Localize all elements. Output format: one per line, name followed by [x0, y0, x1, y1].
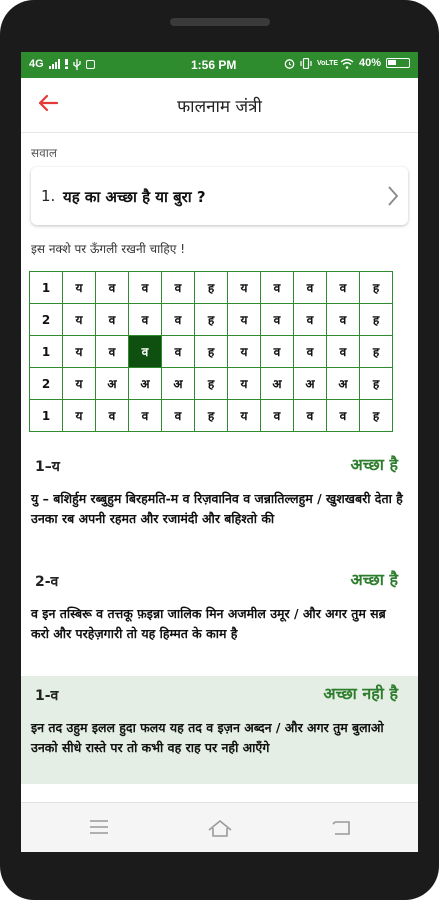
chevron-right-icon [386, 185, 400, 207]
grid-cell[interactable]: व [294, 400, 327, 432]
grid-cell[interactable]: व [294, 272, 327, 304]
grid-cell[interactable]: य [228, 272, 261, 304]
grid-cell[interactable]: य [228, 400, 261, 432]
grid-row [30, 368, 393, 400]
grid-cell[interactable]: व [162, 400, 195, 432]
grid-cell[interactable]: ह [360, 368, 393, 400]
grid-row [30, 400, 393, 432]
grid-cell[interactable]: व [162, 336, 195, 368]
status-time: 1:56 PM [191, 58, 237, 72]
grid-cell[interactable]: य [63, 400, 96, 432]
result-item-selected [21, 676, 418, 784]
signal-icon [49, 59, 60, 69]
battery-icon [386, 58, 410, 68]
grid-cell[interactable]: ह [360, 400, 393, 432]
grid-cell[interactable]: 1 [30, 336, 63, 368]
result-key: 1–य [35, 459, 60, 475]
result-item [21, 562, 418, 674]
result-item [21, 447, 418, 559]
grid-cell[interactable]: व [294, 304, 327, 336]
navigation-bar [21, 802, 418, 852]
grid-cell[interactable]: ह [360, 336, 393, 368]
grid-cell[interactable]: अ [96, 368, 129, 400]
grid-cell[interactable]: व [129, 304, 162, 336]
question-text: यह का अच्छा है या बुरा ? [63, 188, 206, 206]
grid-cell[interactable]: य [63, 336, 96, 368]
vibrate-icon [300, 58, 312, 69]
grid-cell[interactable]: 1 [30, 272, 63, 304]
result-text: व इन तस्बिरू व तत्तकू फ़इन्ना जालिक मिन अजमील उमूर / और अगर तुम सब्र करो और परहेज़गारी तो यह हिम्मत के काम है [31, 606, 386, 641]
screen [21, 52, 418, 852]
question-label: सवाल [31, 146, 58, 160]
grid-row [30, 336, 393, 368]
grid-cell-selected[interactable]: व [129, 336, 162, 368]
grid-cell[interactable]: अ [261, 368, 294, 400]
instruction-text: इस नक्शे पर ऊँगली रखनी चाहिए ! [31, 242, 185, 256]
result-key: 2-व [35, 574, 59, 590]
result-verdict: अच्छा है [350, 455, 398, 474]
grid-cell[interactable]: व [327, 272, 360, 304]
grid-cell[interactable]: य [63, 272, 96, 304]
home-icon[interactable] [207, 819, 233, 837]
grid-cell[interactable]: व [261, 336, 294, 368]
grid-row [30, 304, 393, 336]
grid-cell[interactable]: य [228, 304, 261, 336]
alarm-icon [284, 58, 295, 69]
grid-row [30, 272, 393, 304]
grid-cell[interactable]: व [294, 336, 327, 368]
grid-cell[interactable]: ह [195, 336, 228, 368]
grid-cell[interactable]: 1 [30, 400, 63, 432]
back-icon[interactable] [331, 819, 353, 837]
speaker-grille [170, 18, 270, 26]
grid-cell[interactable]: व [96, 272, 129, 304]
usb-icon [73, 59, 81, 70]
grid-cell[interactable]: य [63, 368, 96, 400]
grid-cell[interactable]: व [162, 304, 195, 336]
volte-label: VoLTE [316, 59, 339, 67]
grid-cell[interactable]: ह [195, 400, 228, 432]
grid-cell[interactable]: ह [360, 304, 393, 336]
letter-grid [29, 271, 393, 432]
grid-cell[interactable]: अ [327, 368, 360, 400]
grid-cell[interactable]: व [261, 400, 294, 432]
grid-cell[interactable]: व [327, 336, 360, 368]
status-left [29, 58, 95, 70]
status-bar [21, 52, 418, 78]
grid-cell[interactable]: ह [195, 272, 228, 304]
grid-cell[interactable]: ह [360, 272, 393, 304]
app-bar [21, 78, 418, 133]
grid-cell[interactable]: अ [162, 368, 195, 400]
result-text: इन तद उहुम इलल हुदा फलय यह तद व इज़न अब्दन / और अगर तुम बुलाओ उनको सीधे रास्ते पर तो कभी वह राह पर नही आएँगे [31, 720, 384, 755]
question-card[interactable] [31, 167, 408, 225]
grid-cell[interactable]: ह [195, 304, 228, 336]
alert-icon [65, 59, 68, 69]
menu-icon[interactable] [89, 819, 109, 835]
grid-cell[interactable]: व [96, 336, 129, 368]
result-verdict: अच्छा नही है [323, 684, 398, 703]
grid-cell[interactable]: ह [195, 368, 228, 400]
grid-cell[interactable]: व [129, 400, 162, 432]
wifi-icon [340, 58, 354, 69]
battery-percent: 40% [358, 57, 381, 69]
grid-cell[interactable]: व [96, 400, 129, 432]
grid-cell[interactable]: अ [129, 368, 162, 400]
grid-cell[interactable]: व [96, 304, 129, 336]
network-type: 4G [29, 58, 44, 70]
grid-cell[interactable]: व [327, 304, 360, 336]
grid-cell[interactable]: य [228, 368, 261, 400]
grid-cell[interactable]: य [63, 304, 96, 336]
grid-cell[interactable]: व [327, 400, 360, 432]
grid-cell[interactable]: य [228, 336, 261, 368]
grid-cell[interactable]: व [261, 304, 294, 336]
question-number: 1. [41, 187, 56, 205]
status-right [284, 57, 410, 69]
result-key: 1-व [35, 688, 59, 704]
grid-cell[interactable]: 2 [30, 304, 63, 336]
grid-cell[interactable]: व [162, 272, 195, 304]
grid-cell[interactable]: व [129, 272, 162, 304]
result-text: यु – बशिर्हुम रब्बुहुम बिरहमति-म व रिज़वानिव व जन्नातिल्लहुम / खुशखबरी देता है उनका रब अपनी रहमत और रजामंदी और बहिश्तो की [31, 491, 403, 526]
grid-cell[interactable]: व [261, 272, 294, 304]
result-verdict: अच्छा है [350, 570, 398, 589]
grid-cell[interactable]: अ [294, 368, 327, 400]
app-notification-icon [86, 60, 95, 69]
page-title: फालनाम जंत्री [177, 97, 262, 117]
grid-cell[interactable]: 2 [30, 368, 63, 400]
